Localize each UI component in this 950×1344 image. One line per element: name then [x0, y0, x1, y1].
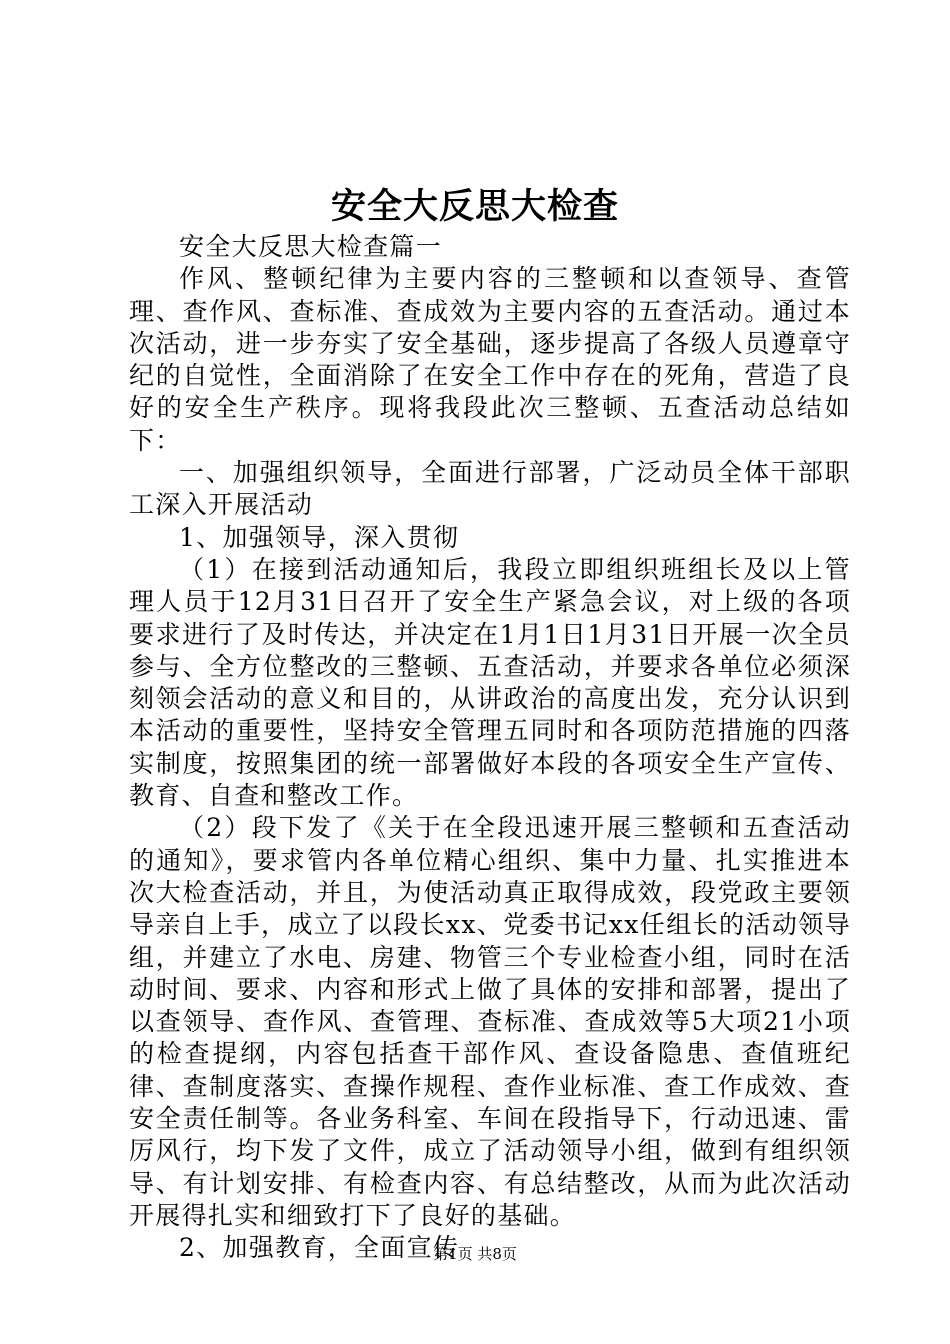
body-paragraph: （2）段下发了《关于在全段迅速开展三整顿和五查活动的通知》，要求管内各单位精心组织、集中力量、扎实推进本次大检查活动，并且，为使活动真正取得成效，段党政主要领导亲自上手，成立了以段长xx、党委书记xx任组长的活动领导组，并建立了水电、房建、物管三个专业检查小组，同时在活动时间、要求、内容和形式上做了具体的安排和部署，提出了以查领导、查作风、查管理、查标准、查成效等5大项21小项的检查提纲，内容包括查干部作风、查设备隐患、查值班纪律、查制度落实、查操作规程、查作业标准、查工作成效、查安全责任制等。各业务科室、车间在段指导下，行动迅速、雷厉风行，均下发了文件，成立了活动领导小组，做到有组织领导、有计划安排、有检查内容、有总结整改，从而为此次活动开展得扎实和细致打下了良好的基础。: [129, 813, 851, 1230]
subsection-heading: 一、加强组织领导，全面进行部署，广泛动员全体干部职工深入开展活动: [129, 458, 851, 520]
section-heading: 安全大反思大检查篇一: [179, 232, 443, 261]
document-title: 安全大反思大检查: [330, 186, 619, 227]
item-heading: 2、加强教育，全面宣传: [179, 1233, 460, 1263]
item-heading: 1、加强领导，深入贯彻: [179, 522, 460, 552]
body-paragraph: （1）在接到活动通知后，我段立即组织班组长及以上管理人员于12月31日召开了安全生产紧急会议，对上级的各项要求进行了及时传达，并决定在1月1日1月31日开展一次全员参与、全方位整改的三整顿、五查活动，并要求各单位必须深刻领会活动的意义和目的，从讲政治的高度出发，充分认识到本活动的重要性，坚持安全管理五同时和各项防范措施的四落实制度，按照集团的统一部署做好本段的各项安全生产宣传、教育、自查和整改工作。: [129, 554, 851, 811]
page-footer: 第1页 共8页: [433, 1245, 517, 1263]
body-paragraph: 作风、整顿纪律为主要内容的三整顿和以查领导、查管理、查作风、查标准、查成效为主要内容的五查活动。通过本次活动，进一步夯实了安全基础，逐步提高了各级人员遵章守纪的自觉性，全面消除了在安全工作中存在的死角，营造了良好的安全生产秩序。现将我段此次三整顿、五查活动总结如下：: [129, 264, 851, 455]
document-body: [129, 231, 851, 1265]
